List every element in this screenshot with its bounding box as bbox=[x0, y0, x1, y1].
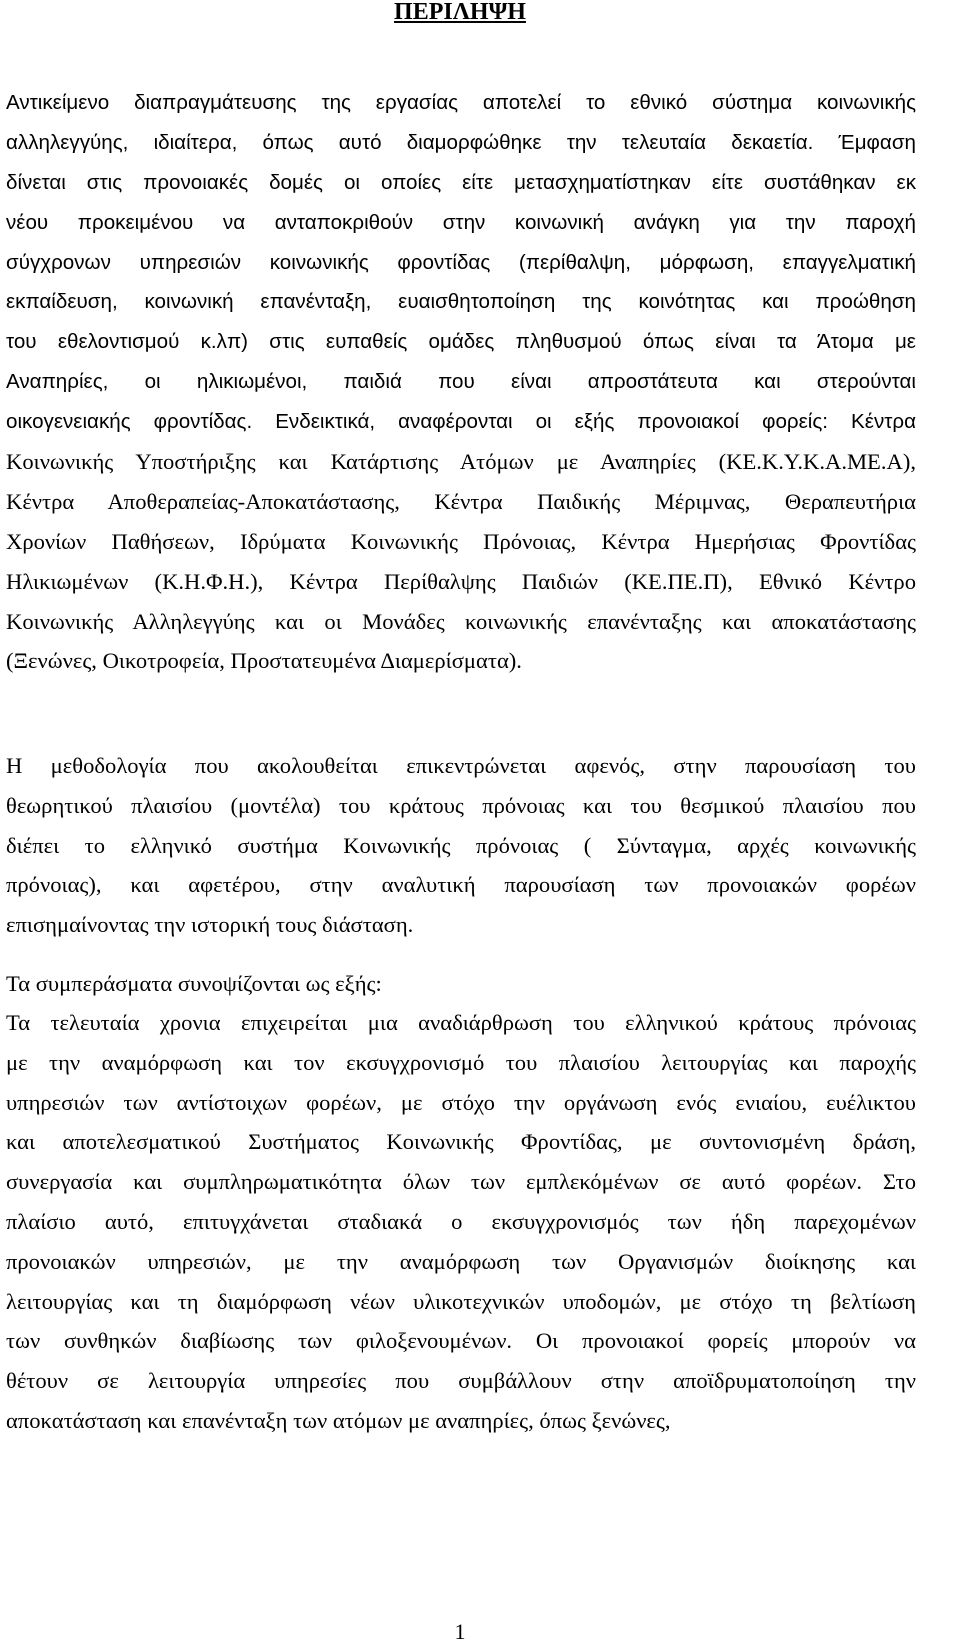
text-line: συνεργασία και συμπληρωματικότητα όλων των εμπλεκόμένων σε αυτό φορέων. Στο bbox=[6, 1169, 916, 1195]
text-line: του εθελοντισμού κ.λπ) στις ευπαθείς ομάδες πληθυσμού όπως είναι τα Άτομα με bbox=[6, 330, 916, 354]
text-line: διέπει το ελληνικό συστήμα Κοινωνικής πρόνοιας ( Σύνταγμα, αρχές κοινωνικής bbox=[6, 832, 916, 858]
text-line: Ηλικιωμένων (Κ.Η.Φ.Η.), Κέντρα Περίθαλψης Παιδιών (ΚΕ.ΠΕ.Π), Εθνικό Κέντρο bbox=[6, 568, 916, 594]
text-line: πρόνοιας), και αφετέρου, στην αναλυτική παρουσίαση των προνοιακών φορέων bbox=[6, 872, 916, 898]
text-line: Τα τελευταία χρονια επιχειρείται μια αναδιάρθρωση του ελληνικού κράτους πρόνοιας bbox=[6, 1010, 916, 1035]
text-line: Κοινωνικής Υποστήριξης και Κατάρτισης Ατόμων με Αναπηρίες (ΚΕ.Κ.Υ.Κ.Α.ΜΕ.Α), bbox=[6, 449, 916, 475]
paragraph-subject bbox=[6, 83, 916, 681]
text-line: σύγχρονων υπηρεσιών κοινωνικής φροντίδας (περίθαλψη, μόρφωση, επαγγελματική bbox=[6, 250, 916, 274]
text-line: θέτουν σε λειτουργία υπηρεσίες που συμβάλλουν στην αποϊδρυματοποίηση την bbox=[6, 1368, 916, 1394]
text-line: με την αναμόρφωση και τον εκσυγχρονισμό του πλαισίου λειτουργίας και παροχής bbox=[6, 1049, 916, 1075]
text-line: προνοιακών υπηρεσιών, με την αναμόρφωση των Οργανισμών διοίκησης και bbox=[6, 1248, 916, 1274]
text-line: αποκατάσταση και επανένταξη των ατόμων με αναπηρίες, όπως ξενώνες, bbox=[6, 1407, 671, 1433]
text-line: λειτουργίας και τη διαμόρφωση νέων υλικοτεχνικών υποδομών, με στόχο τη βελτίωση bbox=[6, 1288, 916, 1314]
paragraph-conclusions bbox=[6, 1003, 916, 1441]
text-line: Η μεθοδολογία που ακολουθείται επικεντρώνεται αφενός, στην παρουσίαση του bbox=[6, 753, 916, 778]
text-line: Αντικείμενο διαπραγμάτευσης της εργασίας αποτελεί το εθνικό σύστημα κοινωνικής bbox=[6, 91, 916, 114]
text-line: των συνθηκών διαβίωσης των φιλοξενουμένων. Οι προνοιακοί φορείς μπορούν να bbox=[6, 1328, 916, 1354]
text-line: υπηρεσιών των αντίστοιχων φορέων, με στόχο την οργάνωση ενός ενιαίου, ευέλικτου bbox=[6, 1089, 916, 1115]
text-line: Χρονίων Παθήσεων, Ιδρύματα Κοινωνικής Πρόνοιας, Κέντρα Ημερήσιας Φροντίδας bbox=[6, 528, 916, 554]
text-line: Αναπηρίες, οι ηλικιωμένοι, παιδιά που είναι απροστάτευτα και στερούνται bbox=[6, 370, 916, 394]
text-line: εκπαίδευση, κοινωνική επανένταξη, ευαισθητοποίηση της κοινότητας και προώθηση bbox=[6, 290, 916, 314]
text-line: δίνεται στις προνοιακές δομές οι οποίες είτε μετασχηματίστηκαν είτε συστάθηκαν εκ bbox=[6, 170, 916, 194]
paragraph-methodology bbox=[6, 746, 916, 945]
page-title: ΠΕΡΙΛΗΨΗ bbox=[394, 0, 526, 25]
text-line: θεωρητικού πλαισίου (μοντέλα) του κράτους πρόνοιας και του θεσμικού πλαισίου που bbox=[6, 792, 916, 818]
text-line: οικογενειακής φροντίδας. Ενδεικτικά, αναφέρονται οι εξής προνοιακοί φορείς: Κέντρα bbox=[6, 410, 916, 434]
paragraph-conclusions-intro bbox=[6, 965, 916, 1003]
text-line: νέου προκειμένου να ανταποκριθούν στην κοινωνική ανάγκη για την παροχή bbox=[6, 210, 916, 234]
text-line: (Ξενώνες, Οικοτροφεία, Προστατευμένα Διαμερίσματα). bbox=[6, 648, 522, 674]
text-line: Κοινωνικής Αλληλεγγύης και οι Μονάδες κοινωνικής επανένταξης και αποκατάστασης bbox=[6, 608, 916, 634]
text-line: Τα συμπεράσματα συνοψίζονται ως εξής: bbox=[6, 971, 382, 996]
text-line: αλληλεγγύης, ιδιαίτερα, όπως αυτό διαμορφώθηκε την τελευταία δεκαετία. Έμφαση bbox=[6, 130, 916, 154]
page-number: 1 bbox=[454, 1619, 466, 1644]
text-line: επισημαίνοντας την ιστορική τους διάσταση. bbox=[6, 912, 414, 938]
text-line: πλαίσιο αυτό, επιτυγχάνεται σταδιακά ο εκσυγχρονισμός των ήδη παρεχομένων bbox=[6, 1208, 916, 1234]
text-line: και αποτελεσματικού Συστήματος Κοινωνικής Φροντίδας, με συντονισμένη δράση, bbox=[6, 1129, 916, 1155]
text-line: Κέντρα Αποθεραπείας-Αποκατάστασης, Κέντρα Παιδικής Μέριμνας, Θεραπευτήρια bbox=[6, 488, 916, 514]
